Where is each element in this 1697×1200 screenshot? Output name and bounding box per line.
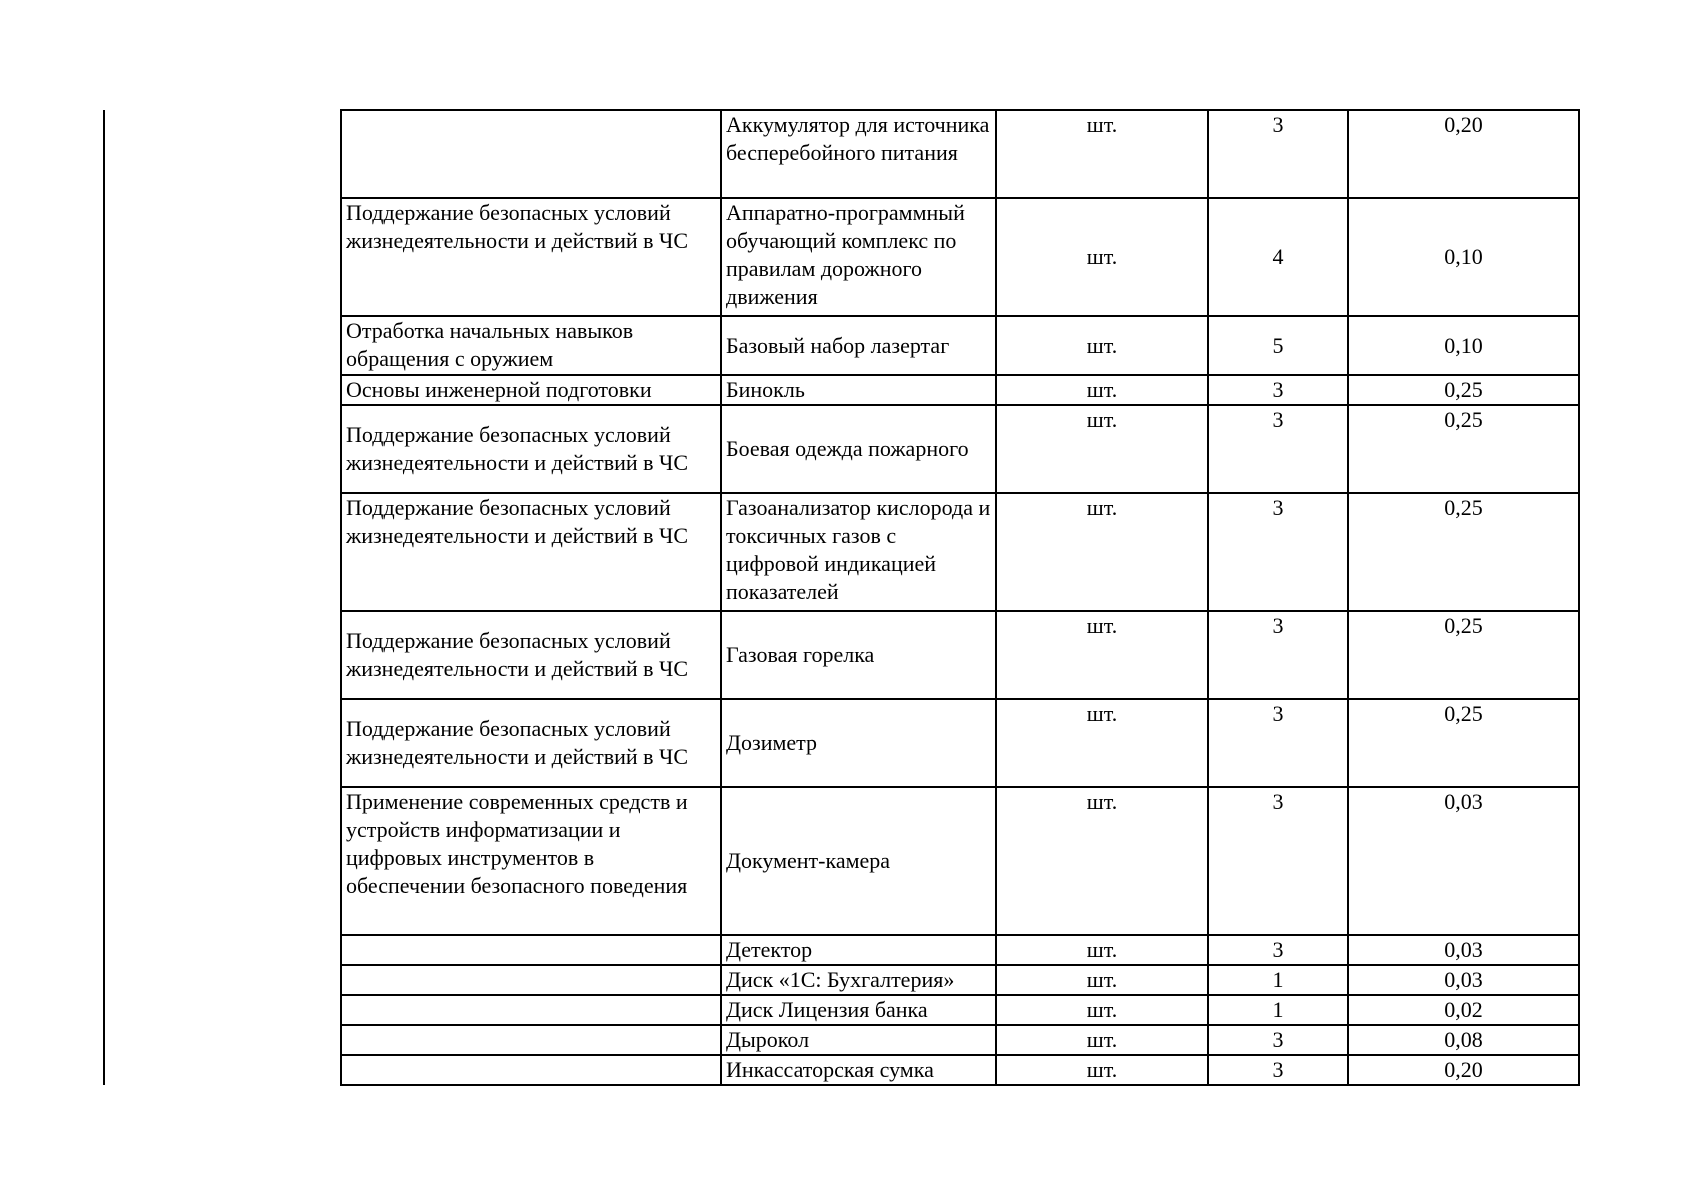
quantity-cell: 3 <box>1208 375 1348 405</box>
area-cell <box>341 110 721 198</box>
value-cell: 0,03 <box>1348 787 1579 935</box>
value-cell: 0,10 <box>1348 316 1579 375</box>
area-cell <box>341 995 721 1025</box>
value-cell: 0,25 <box>1348 405 1579 493</box>
quantity-cell: 3 <box>1208 611 1348 699</box>
area-cell: Поддержание безопасных условий жизнедеятельности и действий в ЧС <box>341 699 721 787</box>
area-cell: Применение современных средств и устройств информатизации и цифровых инструментов в обеспечении безопасного поведения <box>341 787 721 935</box>
quantity-cell: 3 <box>1208 1055 1348 1085</box>
area-cell: Поддержание безопасных условий жизнедеятельности и действий в ЧС <box>341 405 721 493</box>
unit-cell: шт. <box>996 405 1208 493</box>
quantity-cell: 3 <box>1208 699 1348 787</box>
value-cell: 0,03 <box>1348 935 1579 965</box>
item-name-cell: Бинокль <box>721 375 996 405</box>
table-row <box>341 1025 1579 1055</box>
area-cell: Основы инженерной подготовки <box>341 375 721 405</box>
value-cell: 0,08 <box>1348 1025 1579 1055</box>
item-name-cell: Дырокол <box>721 1025 996 1055</box>
quantity-cell: 1 <box>1208 965 1348 995</box>
unit-cell: шт. <box>996 375 1208 405</box>
quantity-cell: 3 <box>1208 493 1348 611</box>
unit-cell: шт. <box>996 1055 1208 1085</box>
table-row <box>341 198 1579 316</box>
quantity-cell: 3 <box>1208 405 1348 493</box>
unit-cell: шт. <box>996 995 1208 1025</box>
quantity-cell: 4 <box>1208 198 1348 316</box>
item-name-cell: Газоанализатор кислорода и токсичных газов с цифровой индикацией показателей <box>721 493 996 611</box>
table-row <box>341 965 1579 995</box>
area-cell: Отработка начальных навыков обращения с оружием <box>341 316 721 375</box>
item-name-cell: Базовый набор лазертаг <box>721 316 996 375</box>
table-row <box>341 493 1579 611</box>
table-row <box>341 316 1579 375</box>
equipment-table <box>340 109 1580 1086</box>
table-row <box>341 995 1579 1025</box>
table-row <box>341 375 1579 405</box>
item-name-cell: Диск Лицензия банка <box>721 995 996 1025</box>
item-name-cell: Аккумулятор для источника бесперебойного питания <box>721 110 996 198</box>
table-row <box>341 611 1579 699</box>
quantity-cell: 3 <box>1208 1025 1348 1055</box>
item-name-cell: Дозиметр <box>721 699 996 787</box>
value-cell: 0,25 <box>1348 493 1579 611</box>
quantity-cell: 5 <box>1208 316 1348 375</box>
unit-cell: шт. <box>996 198 1208 316</box>
item-name-cell: Инкассаторская сумка <box>721 1055 996 1085</box>
table-row <box>341 699 1579 787</box>
quantity-cell: 1 <box>1208 995 1348 1025</box>
table-row <box>341 1055 1579 1085</box>
unit-cell: шт. <box>996 787 1208 935</box>
area-cell: Поддержание безопасных условий жизнедеятельности и действий в ЧС <box>341 198 721 316</box>
unit-cell: шт. <box>996 316 1208 375</box>
value-cell: 0,03 <box>1348 965 1579 995</box>
unit-cell: шт. <box>996 493 1208 611</box>
unit-cell: шт. <box>996 965 1208 995</box>
item-name-cell: Детектор <box>721 935 996 965</box>
unit-cell: шт. <box>996 1025 1208 1055</box>
area-cell <box>341 965 721 995</box>
value-cell: 0,20 <box>1348 1055 1579 1085</box>
item-name-cell: Диск «1С: Бухгалтерия» <box>721 965 996 995</box>
unit-cell: шт. <box>996 699 1208 787</box>
area-cell <box>341 935 721 965</box>
table-row <box>341 787 1579 935</box>
item-name-cell: Газовая горелка <box>721 611 996 699</box>
value-cell: 0,02 <box>1348 995 1579 1025</box>
area-cell <box>341 1055 721 1085</box>
table-row <box>341 110 1579 198</box>
item-name-cell: Боевая одежда пожарного <box>721 405 996 493</box>
page-margin-line <box>103 110 105 1085</box>
area-cell <box>341 1025 721 1055</box>
item-name-cell: Аппаратно-программный обучающий комплекс по правилам дорожного движения <box>721 198 996 316</box>
value-cell: 0,25 <box>1348 699 1579 787</box>
quantity-cell: 3 <box>1208 110 1348 198</box>
table-row <box>341 935 1579 965</box>
area-cell: Поддержание безопасных условий жизнедеятельности и действий в ЧС <box>341 493 721 611</box>
quantity-cell: 3 <box>1208 787 1348 935</box>
unit-cell: шт. <box>996 110 1208 198</box>
value-cell: 0,20 <box>1348 110 1579 198</box>
unit-cell: шт. <box>996 611 1208 699</box>
value-cell: 0,10 <box>1348 198 1579 316</box>
unit-cell: шт. <box>996 935 1208 965</box>
value-cell: 0,25 <box>1348 375 1579 405</box>
area-cell: Поддержание безопасных условий жизнедеятельности и действий в ЧС <box>341 611 721 699</box>
value-cell: 0,25 <box>1348 611 1579 699</box>
quantity-cell: 3 <box>1208 935 1348 965</box>
table-row <box>341 405 1579 493</box>
item-name-cell: Документ-камера <box>721 787 996 935</box>
